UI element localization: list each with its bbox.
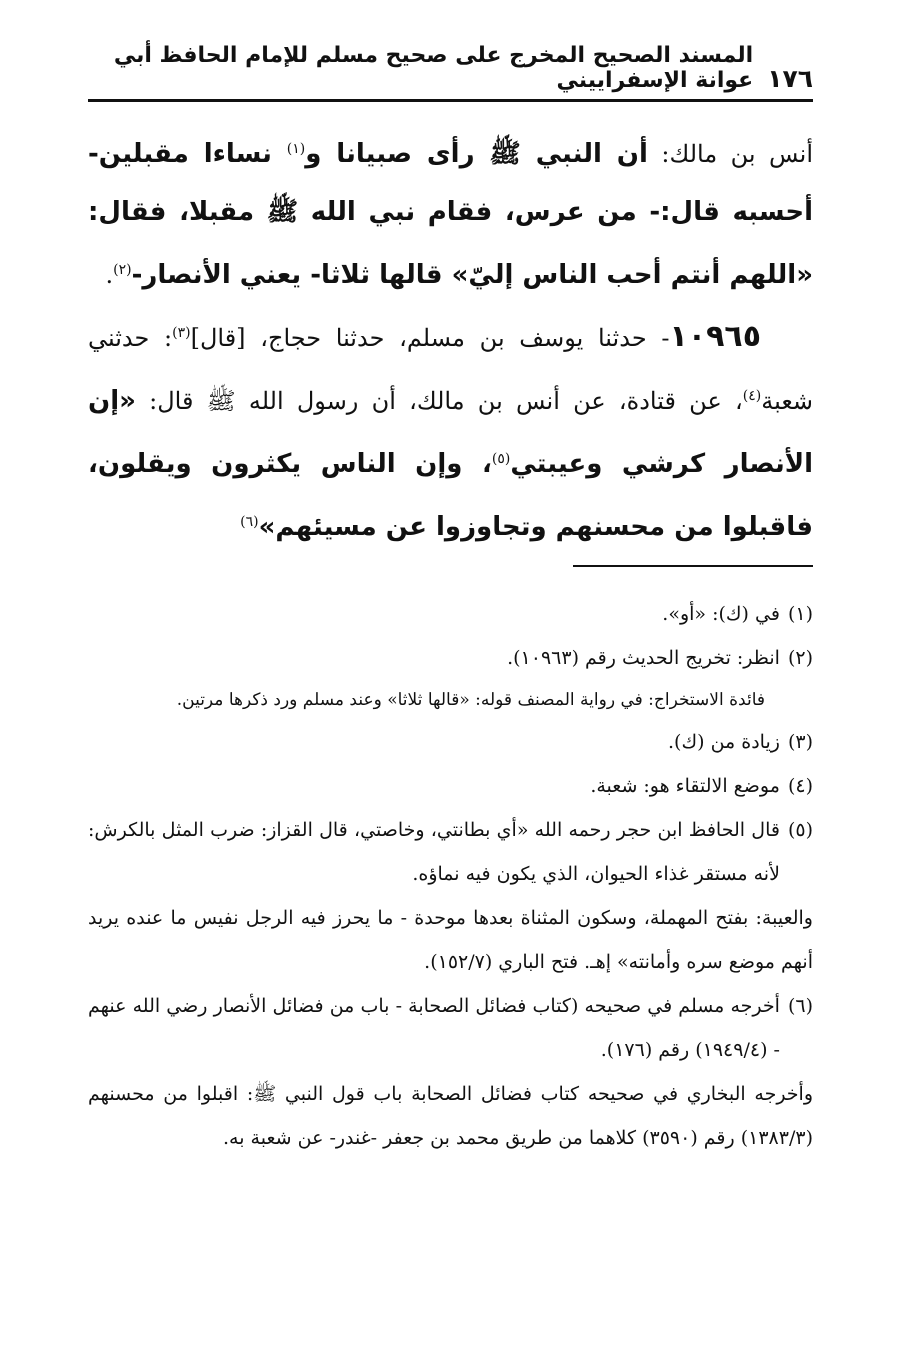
paragraph-hadith-10965 bbox=[88, 304, 813, 556]
footnote-number: (٦) bbox=[787, 995, 813, 1017]
footnote-number: (٣) bbox=[787, 731, 813, 753]
footnote-text: زيادة من (ك). bbox=[668, 731, 780, 753]
footnote-ref: (٥) bbox=[491, 451, 511, 467]
hadith-text: «إن الأنصار كرشي وعيبتي bbox=[88, 386, 813, 479]
footnote-text: أخرجه مسلم في صحيحه (كتاب فضائل الصحابة - باب من فضائل الأنصار رضي الله عنهم - (١٩٤٩/٤) رقم (١٧٦). bbox=[88, 995, 780, 1061]
page-number: ١٧٦ bbox=[767, 64, 813, 93]
footnote-ref: (١) bbox=[286, 141, 306, 157]
isnad-text: - حدثنا يوسف بن مسلم، حدثنا حجاج، [قال] bbox=[190, 324, 670, 352]
footnote-number: (١) bbox=[787, 603, 813, 625]
footnote-ref: (٤) bbox=[742, 388, 762, 404]
footnote-text: انظر: تخريج الحديث رقم (١٠٩٦٣). bbox=[507, 647, 780, 669]
footnote-note: فائدة الاستخراج: في رواية المصنف قوله: «قالها ثلاثا» وعند مسلم ورد ذكرها مرتين. bbox=[176, 690, 765, 710]
footnotes bbox=[88, 592, 813, 1160]
hadith-text: ، وإن الناس يكثرون ويقلون، فاقبلوا من محسنهم وتجاوزوا عن مسيئهم» bbox=[88, 449, 813, 542]
main-text bbox=[88, 120, 813, 556]
narrator-text: أنس بن مالك: bbox=[647, 140, 813, 168]
footnote-divider bbox=[573, 565, 813, 567]
footnote-5 bbox=[88, 808, 813, 896]
footnote-1 bbox=[88, 592, 813, 636]
footnote-ref: (٣) bbox=[172, 325, 191, 341]
running-header bbox=[88, 43, 813, 102]
footnote-number: (٤) bbox=[787, 775, 813, 797]
footnote-4 bbox=[88, 764, 813, 808]
isnad-text: : حدثني شعبة bbox=[88, 324, 813, 415]
footnote-text: موضع الالتقاء هو: شعبة. bbox=[590, 775, 780, 797]
footnote-ref: (٦) bbox=[240, 514, 259, 530]
footnote-text: في (ك): «أو». bbox=[662, 603, 780, 625]
footnote-text: قال الحافظ ابن حجر رحمه الله «أي بطانتي، وخاصتي، قال القزاز: ضرب المثل بالكرش: لأنه مستقر غذاء الحيوان، الذي يكون فيه نماؤه. bbox=[88, 819, 780, 885]
footnote-3 bbox=[88, 720, 813, 764]
book-title: المسند الصحيح المخرج على صحيح مسلم للإمام الحافظ أبي عوانة الإسفراييني bbox=[113, 43, 754, 93]
hadith-text: أن النبي ﷺ رأى صبيانا و bbox=[305, 139, 648, 169]
footnote-continuation: والعيبة: بفتح المهملة، وسكون المثناة بعدها موحدة - ما يحرز فيه الرجل نفيس ما عنده يريد أنهم موضع سره وأمانته» إهـ. فتح الباري (١٥٢/٧). bbox=[88, 907, 813, 973]
footnote-continuation: وأخرجه البخاري في صحيحه كتاب فضائل الصحابة باب قول النبي ﷺ: اقبلوا من محسنهم (١٣٨٣/٣) رقم (٣٥٩٠) كلاهما من طريق محمد بن جعفر -غندر- عن شعبة به. bbox=[88, 1083, 813, 1149]
footnote-ref: (٢) bbox=[113, 262, 132, 278]
isnad-text: ، عن قتادة، عن أنس بن مالك، أن رسول الله ﷺ قال: bbox=[135, 387, 743, 415]
hadith-number: ١٠٩٦٥ bbox=[669, 319, 762, 354]
footnote-6 bbox=[88, 984, 813, 1072]
hadith-text: نساءا مقبلين- أحسبه قال:- من عرس، فقام نبي الله ﷺ مقبلا، فقال: «اللهم أنتم أحب الناس إليّ» قالها ثلاثا- يعني الأنصار- bbox=[88, 139, 813, 290]
footnote-2 bbox=[88, 636, 813, 680]
paragraph-hadith-continuation bbox=[88, 120, 813, 304]
punctuation: . bbox=[105, 261, 114, 289]
footnote-number: (٥) bbox=[787, 819, 813, 841]
footnote-number: (٢) bbox=[787, 647, 813, 669]
